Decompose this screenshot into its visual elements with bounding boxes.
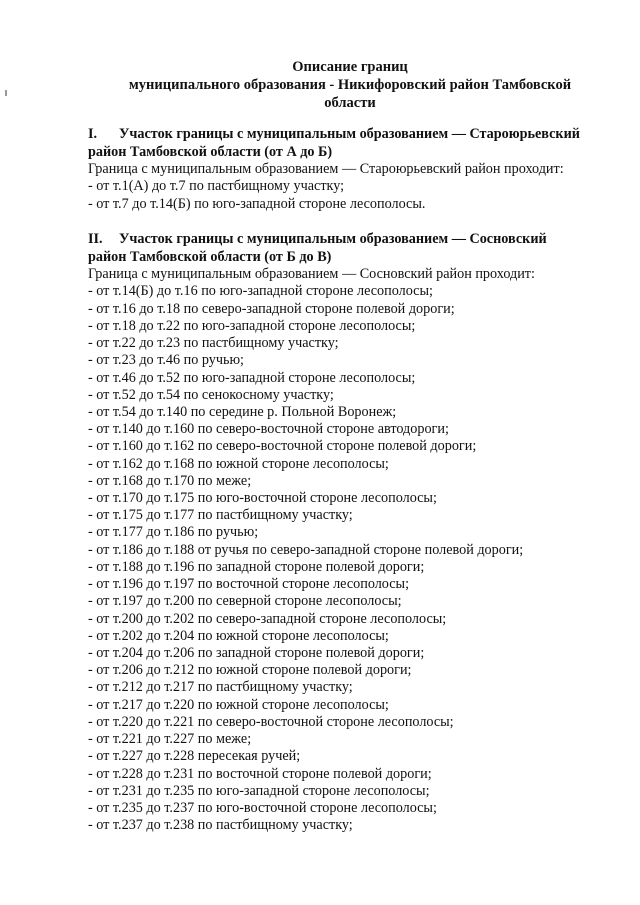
list-item: - от т.16 до т.18 по северо-западной стороне полевой дороги; xyxy=(88,300,455,317)
list-item: - от т.235 до т.237 по юго-восточной стороне лесополосы; xyxy=(88,799,437,816)
section-2-heading-line-1: Участок границы с муниципальным образованием — Сосновский xyxy=(119,231,547,247)
section-1-heading-line-2: район Тамбовской области (от А до Б) xyxy=(88,144,333,160)
list-item: - от т.237 до т.238 по пастбищному участку; xyxy=(88,817,353,834)
list-item: - от т.227 до т.228 пересекая ручей; xyxy=(88,748,301,765)
list-item: - от т.202 до т.204 по южной стороне лесополосы; xyxy=(88,627,389,644)
section-2-items xyxy=(88,283,618,834)
list-item: - от т.196 до т.197 по восточной стороне лесополосы; xyxy=(88,576,410,593)
list-item: - от т.200 до т.202 по северо-западной стороне лесополосы; xyxy=(88,610,447,627)
title-line-1: Описание границ xyxy=(292,59,408,75)
list-item: - от т.14(Б) до т.16 по юго-западной стороне лесополосы; xyxy=(88,283,433,300)
list-item: - от т.54 до т.140 по середине р. Польной Воронеж; xyxy=(88,403,397,420)
list-item: - от т.188 до т.196 по западной стороне полевой дороги; xyxy=(88,558,425,575)
list-item: - от т.206 до т.212 по южной стороне полевой дороги; xyxy=(88,662,412,679)
list-item: - от т.52 до т.54 по сенокосному участку; xyxy=(88,386,334,403)
list-item: - от т.46 до т.52 по юго-западной стороне лесополосы; xyxy=(88,369,416,386)
list-item: - от т.23 до т.46 по ручью; xyxy=(88,352,244,369)
scan-mark xyxy=(5,90,7,96)
section-1-heading xyxy=(88,125,618,143)
list-item: - от т.221 до т.227 по меже; xyxy=(88,731,252,748)
list-item: - от т.7 до т.14(Б) по юго-западной стороне лесополосы. xyxy=(88,195,426,212)
list-item: - от т.228 до т.231 по восточной стороне полевой дороги; xyxy=(88,765,432,782)
list-item: - от т.217 до т.220 по южной стороне лесополосы; xyxy=(88,696,389,713)
section-1-heading-line-1: Участок границы с муниципальным образованием — Староюрьевский xyxy=(119,126,580,142)
section-2-heading xyxy=(88,230,618,248)
title-line-3: области xyxy=(324,95,376,111)
document-title xyxy=(80,58,620,114)
list-item: - от т.186 до т.188 от ручья по северо-западной стороне полевой дороги; xyxy=(88,541,524,558)
list-item: - от т.168 до т.170 по меже; xyxy=(88,472,252,489)
list-item: - от т.197 до т.200 по северной стороне лесополосы; xyxy=(88,593,402,610)
section-1-intro: Граница с муниципальным образованием — Староюрьевский район проходит: xyxy=(88,161,564,177)
list-item: - от т.231 до т.235 по юго-западной стороне лесополосы; xyxy=(88,782,430,799)
section-2 xyxy=(88,230,618,834)
list-item: - от т.140 до т.160 по северо-восточной стороне автодороги; xyxy=(88,421,449,438)
title-line-2: муниципального образования - Никифоровский район Тамбовской xyxy=(128,77,572,93)
list-item: - от т.18 до т.22 по юго-западной стороне лесополосы; xyxy=(88,317,416,334)
list-item: - от т.170 до т.175 по юго-восточной стороне лесополосы; xyxy=(88,490,437,507)
list-item: - от т.177 до т.186 по ручью; xyxy=(88,524,259,541)
list-item: - от т.204 до т.206 по западной стороне полевой дороги; xyxy=(88,645,425,661)
list-item: - от т.162 до т.168 по южной стороне лесополосы; xyxy=(88,455,389,472)
list-item: - от т.22 до т.23 по пастбищному участку; xyxy=(88,335,339,352)
section-1-items xyxy=(88,178,618,212)
section-2-heading-line-2: район Тамбовской области (от Б до В) xyxy=(88,249,332,265)
list-item: - от т.212 до т.217 по пастбищному участку; xyxy=(88,679,353,696)
section-2-number: II. xyxy=(88,231,103,247)
section-1-number: I. xyxy=(88,126,98,142)
section-2-intro: Граница с муниципальным образованием — Сосновский район проходит: xyxy=(88,266,535,282)
list-item: - от т.175 до т.177 по пастбищному участку; xyxy=(88,507,353,524)
list-item: - от т.220 до т.221 по северо-восточной стороне лесополосы; xyxy=(88,713,454,730)
list-item: - от т.160 до т.162 по северо-восточной стороне полевой дороги; xyxy=(88,438,477,455)
section-1 xyxy=(88,125,618,213)
list-item: - от т.1(А) до т.7 по пастбищному участку; xyxy=(88,178,345,195)
